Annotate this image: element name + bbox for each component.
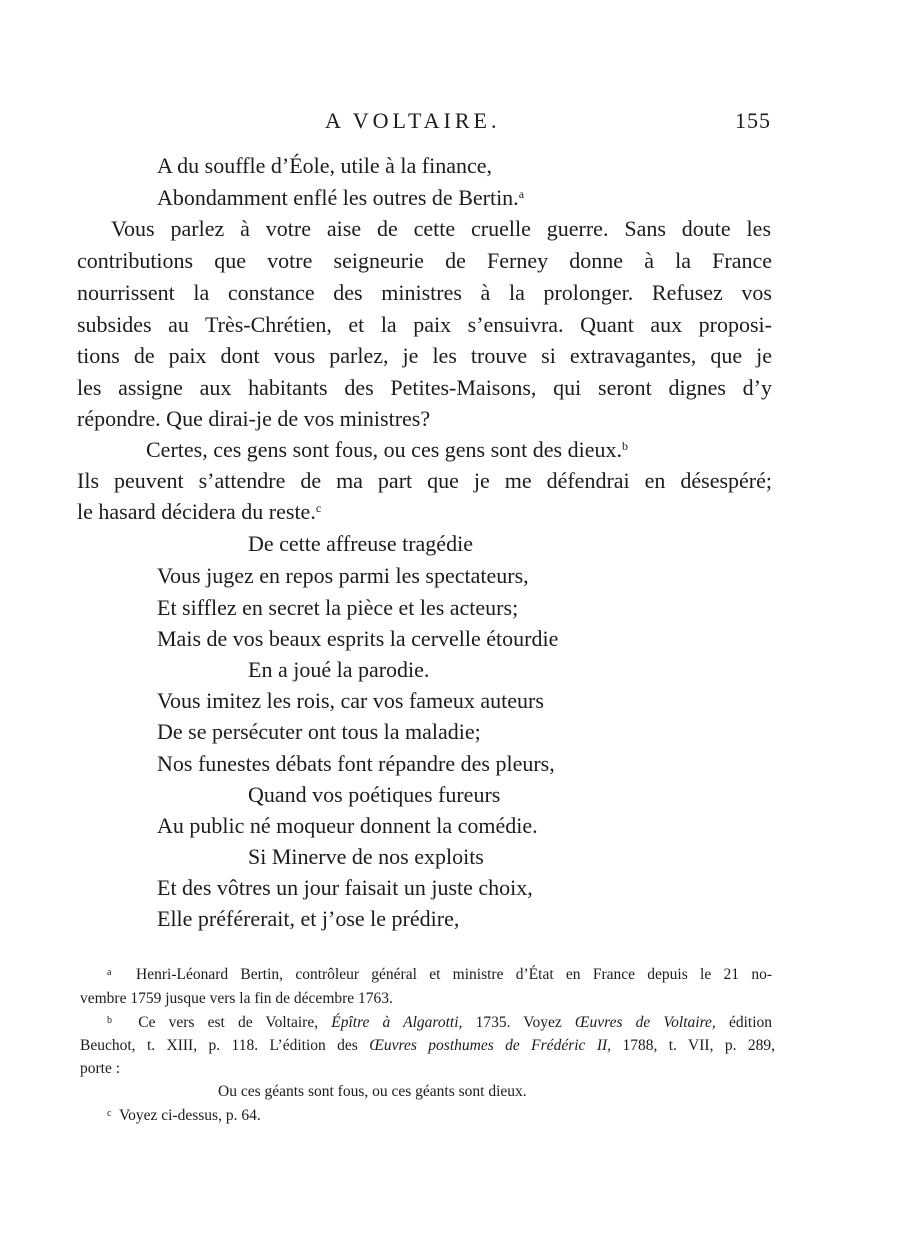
page-number: 155 bbox=[735, 108, 771, 133]
poem-line: Vous imitez les rois, car vos fameux auteurs bbox=[157, 688, 544, 713]
prose-line: le hasard décidera du reste.$^c$ bbox=[77, 499, 322, 524]
footnote-c: $^c$ Voyez ci-dessus, p. 64. bbox=[107, 1107, 261, 1124]
footnote-marker: b bbox=[107, 1015, 112, 1026]
poem-line: De se persécuter ont tous la maladie; bbox=[157, 719, 481, 744]
footnote-b-cont: porte : bbox=[80, 1060, 121, 1077]
footnote-b: $^b$ Ce vers est de Voltaire, Épître à Algarotti, 1735. Voyez Œuvres de Voltaire, édition bbox=[107, 1014, 773, 1031]
prose-line: Vous parlez à votre aise de cette cruelle guerre. Sans doute les bbox=[111, 216, 771, 241]
prose-line: Ils peuvent s’attendre de ma part que je me défendrai en désespéré; bbox=[77, 468, 772, 493]
poem-line: En a joué la parodie. bbox=[248, 657, 430, 682]
poem-line: Nos funestes débats font répandre des pleurs, bbox=[157, 751, 555, 776]
footnote-marker: a bbox=[107, 967, 112, 978]
prose-line: subsides au Très-Chrétien, et la paix s’ensuivra. Quant aux proposi- bbox=[77, 312, 772, 337]
footnote-b-quote: Ou ces géants sont fous, ou ces géants sont dieux. bbox=[218, 1083, 527, 1100]
prose-line: tions de paix dont vous parlez, je les trouve si extravagantes, que je bbox=[77, 343, 772, 368]
prose-line: répondre. Que dirai-je de vos ministres? bbox=[77, 406, 431, 431]
poem-line: Si Minerve de nos exploits bbox=[248, 844, 484, 869]
poem-line: Vous jugez en repos parmi les spectateurs, bbox=[157, 563, 529, 588]
footnote-a: $^a$ Henri-Léonard Bertin, contrôleur général et ministre d’État en France depuis le 21 no- bbox=[107, 966, 772, 983]
quoted-verse: Certes, ces gens sont fous, ou ces gens sont des dieux.$^b$ bbox=[146, 437, 628, 462]
poem-line: De cette affreuse tragédie bbox=[248, 531, 473, 556]
prose-line: contributions que votre seigneurie de Ferney donne à la France bbox=[77, 248, 772, 273]
page-header bbox=[0, 108, 900, 142]
poem-line: Mais de vos beaux esprits la cervelle étourdie bbox=[157, 626, 559, 651]
poem-line: Quand vos poétiques fureurs bbox=[248, 782, 501, 807]
footnote-marker: c bbox=[107, 1108, 112, 1119]
footnote-ref: a bbox=[518, 187, 525, 201]
poem-line: Au public né moqueur donnent la comédie. bbox=[157, 813, 538, 838]
prose-line: les assigne aux habitants des Petites-Maisons, qui seront dignes d’y bbox=[77, 375, 772, 400]
footnote-b-cont: Beuchot, t. XIII, p. 118. L’édition des Œuvres posthumes de Frédéric II, 1788, t. VII, p. 289, bbox=[80, 1037, 776, 1054]
verse-line: A du souffle d’Éole, utile à la finance, bbox=[157, 153, 492, 178]
verse-line: Abondamment enflé les outres de Bertin.$^a$ bbox=[157, 185, 525, 210]
footnote-ref: c bbox=[315, 501, 322, 515]
footnote-ref: b bbox=[621, 439, 628, 453]
poem-line: Elle préférerait, et j’ose le prédire, bbox=[157, 906, 460, 931]
prose-line: nourrissent la constance des ministres à la prolonger. Refusez vos bbox=[77, 280, 772, 305]
poem-line: Et des vôtres un jour faisait un juste choix, bbox=[157, 875, 533, 900]
running-title: A VOLTAIRE. bbox=[325, 108, 501, 133]
footnote-a-cont: vembre 1759 jusque vers la fin de décembre 1763. bbox=[80, 990, 393, 1007]
poem-line: Et sifflez en secret la pièce et les acteurs; bbox=[157, 595, 519, 620]
